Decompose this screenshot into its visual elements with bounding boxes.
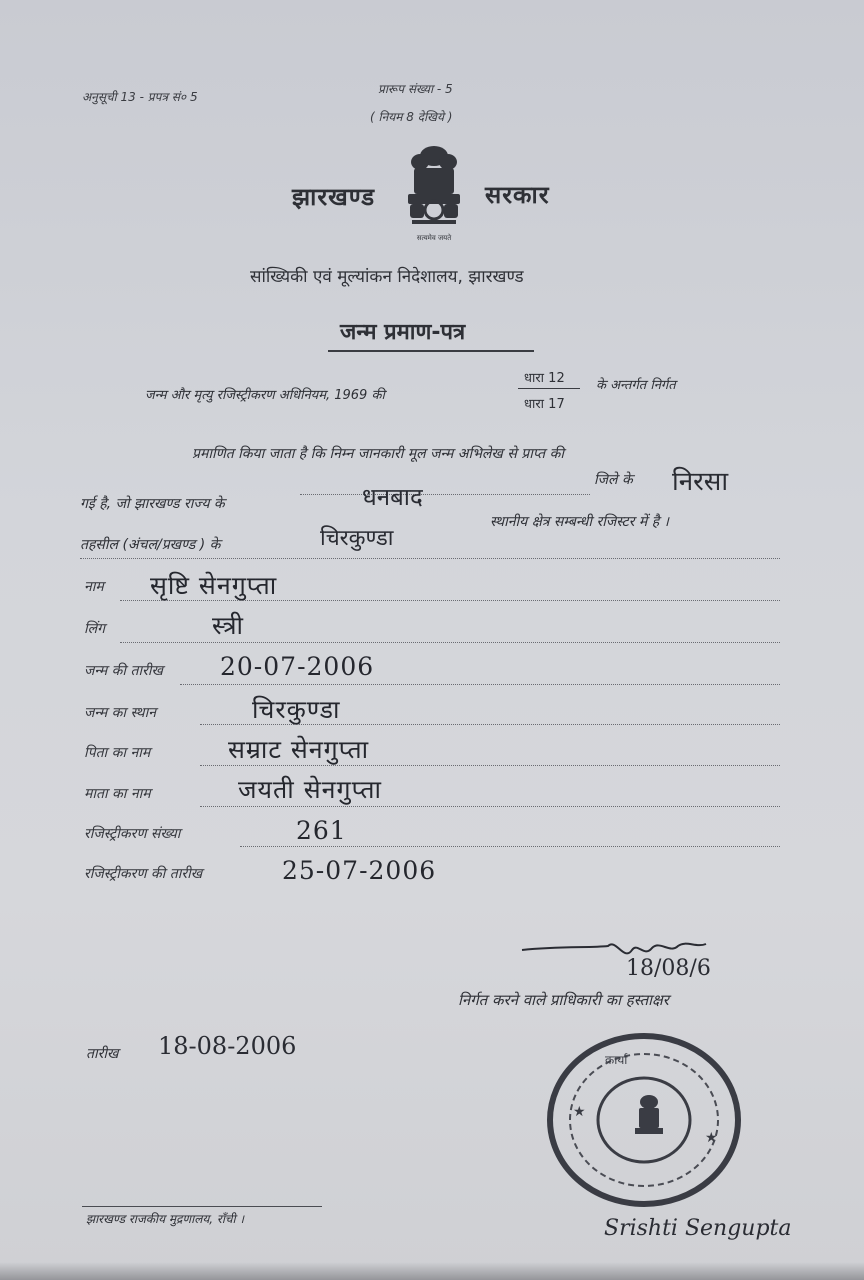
field-label-registration-date: रजिस्ट्रीकरण की तारीख	[84, 866, 203, 882]
form-number: प्रारूप संख्या - 5	[378, 82, 453, 96]
field-value-father-name: सम्राट सेनगुप्ता	[228, 735, 370, 764]
printing-press: झारखण्ड राजकीय मुद्रणालय, राँची ।	[86, 1212, 245, 1226]
field-value-registration-number: 261	[296, 816, 347, 845]
dotted-line	[200, 724, 780, 725]
rule-reference: ( नियम 8 देखिये )	[370, 110, 453, 124]
field-value-birth-date: 20-07-2006	[220, 652, 375, 681]
svg-text:★: ★	[705, 1130, 718, 1146]
place-value: निरसा	[672, 467, 729, 497]
section-fraction-rule	[518, 388, 580, 389]
dotted-line	[200, 806, 780, 807]
act-section-bottom: धारा 17	[524, 397, 565, 412]
district-dotted-line	[300, 494, 590, 495]
ashoka-emblem-icon	[398, 138, 470, 248]
act-reference: जन्म और मृत्यु रजिस्ट्रीकरण अधिनियम, 1969 की	[145, 388, 385, 403]
signature-date: 18/08/6	[626, 956, 711, 981]
field-value-birth-place: चिरकुण्डा	[252, 695, 341, 724]
authority-signature-label: निर्गत करने वाले प्राधिकारी का हस्ताक्षर	[458, 991, 669, 1009]
field-label-father-name: पिता का नाम	[84, 745, 151, 761]
certification-line-1: प्रमाणित किया जाता है कि निम्न जानकारी मूल जन्म अभिलेख से प्राप्त की	[192, 446, 564, 462]
government-name-right: सरकार	[485, 181, 550, 209]
field-value-gender: स्त्री	[212, 611, 245, 640]
dotted-line	[180, 684, 780, 685]
department-name: सांख्यिकी एवं मूल्यांकन निदेशालय, झारखण्ड	[250, 267, 524, 287]
certification-line-2b: जिले के	[594, 472, 633, 488]
certification-line-2a: गई है, जो झारखण्ड राज्य के	[80, 496, 225, 512]
field-value-mother-name: जयती सेनगुप्ता	[238, 775, 382, 804]
certification-line-3b: स्थानीय क्षेत्र सम्बन्धी रजिस्टर में है ।	[490, 514, 669, 530]
field-label-registration-number: रजिस्ट्रीकरण संख्या	[84, 826, 181, 842]
holder-signature: Srishti Sengupta	[604, 1216, 792, 1241]
field-value-registration-date: 25-07-2006	[282, 856, 437, 885]
field-label-birth-date: जन्म की तारीख	[84, 663, 163, 679]
title-underline	[328, 350, 534, 352]
government-name-left: झारखण्ड	[292, 183, 376, 211]
svg-text:★: ★	[573, 1104, 586, 1120]
dotted-line	[200, 765, 780, 766]
dotted-line	[80, 558, 780, 559]
field-label-mother-name: माता का नाम	[84, 786, 151, 802]
issue-date-value: 18-08-2006	[158, 1032, 297, 1060]
schedule-reference: अनुसूची 13 - प्रपत्र सं० 5	[82, 90, 198, 104]
dotted-line	[120, 642, 780, 643]
field-label-gender: लिंग	[84, 621, 105, 637]
field-label-birth-place: जन्म का स्थान	[84, 705, 156, 721]
district-value: धनबाद	[362, 483, 423, 511]
act-suffix: के अन्तर्गत निर्गत	[596, 378, 676, 393]
field-value-name: सृष्टि सेनगुप्ता	[150, 571, 278, 600]
seal-text: कार्या	[605, 1053, 628, 1067]
official-seal-icon	[545, 1030, 743, 1210]
emblem-motto: सत्यमेव जयते	[416, 234, 452, 242]
dotted-line	[240, 846, 780, 847]
dotted-line	[120, 600, 780, 601]
page-title: जन्म प्रमाण-पत्र	[340, 320, 466, 345]
act-section-top: धारा 12	[524, 371, 565, 386]
tehsil-value: चिरकुण्डा	[320, 526, 394, 551]
footer-rule	[82, 1206, 322, 1207]
issue-date-label: तारीख	[86, 1046, 119, 1062]
certification-line-3a: तहसील (अंचल/प्रखण्ड ) के	[80, 537, 221, 553]
field-label-name: नाम	[84, 579, 104, 595]
